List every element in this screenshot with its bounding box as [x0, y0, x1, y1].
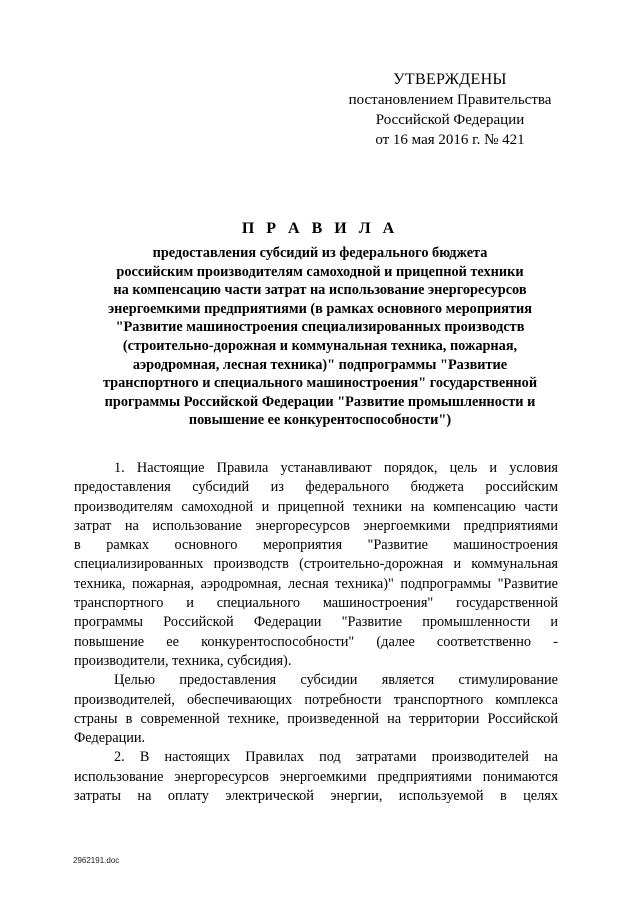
body-line: 1. Настоящие Правила устанавливают порядок, цель и условия [114, 460, 558, 476]
subtitle-line: российским производителям самоходной и прицепной техники [116, 263, 524, 280]
body-line: страны в современной технике, произведенной на территории Российской [74, 710, 558, 727]
document-file-code: 2962191.doc [73, 856, 120, 865]
body-line: производителям самоходной и прицепной техники на компенсацию части [74, 498, 558, 515]
body-line: Федерации. [74, 730, 146, 747]
body-line: Целью предоставления субсидии является стимулирование [114, 672, 558, 689]
body-line: производители, техника, субсидия). [74, 652, 292, 669]
subtitle-line: аэродромная, лесная техника)" подпрограммы "Развитие [132, 356, 508, 373]
approval-line-2: Российской Федерации [375, 112, 525, 128]
body-line: 2. В настоящих Правилах под затратами производителей на [114, 749, 558, 766]
subtitle-line: энергоемкими предприятиями (в рамках основного мероприятия [107, 300, 532, 317]
subtitle-line: программы Российской Федерации "Развитие промышленности и [104, 393, 536, 410]
document-body [74, 459, 558, 806]
subtitle-line: на компенсацию части затрат на использование энергоресурсов [113, 282, 527, 299]
document-subtitle [60, 244, 580, 430]
body-line: в рамках основного мероприятия "Развитие машиностроения [74, 537, 558, 554]
approval-stamp [340, 70, 560, 150]
body-line: повышение ее конкурентоспособности" (далее соответственно - [74, 633, 558, 650]
body-line: затрат на использование энергоресурсов энергоемкими предприятиями [74, 517, 558, 534]
document-title: П Р А В И Л А [241, 220, 399, 237]
subtitle-line: (строительно-дорожная и коммунальная техника, пожарная, [122, 337, 518, 354]
subtitle-line: "Развитие машиностроения специализированных производств [115, 319, 525, 336]
body-line: техника, пожарная, аэродромная, лесная техника)" подпрограммы "Развитие [74, 575, 558, 592]
subtitle-line: повышение ее конкурентоспособности") [188, 412, 452, 429]
body-line: программы Российской Федерации "Развитие промышленности и [74, 614, 558, 631]
body-line: предоставления субсидий из федерального бюджета российским [74, 479, 558, 496]
subtitle-line: транспортного и специального машиностроения" государственной [102, 375, 538, 392]
body-line: затраты на оплату электрической энергии, используемой в целях [74, 788, 558, 805]
approval-line-3: от 16 мая 2016 г. № 421 [375, 132, 525, 148]
body-line: производителей, обеспечивающих потребности транспортного комплекса [74, 691, 558, 708]
body-line: использование энергоресурсов энергоемкими предприятиями понимаются [74, 768, 558, 785]
subtitle-line: предоставления субсидий из федерального бюджета [152, 245, 488, 261]
body-line: специализированных производств (строительно-дорожная и коммунальная [74, 556, 558, 573]
approval-line-1: постановлением Правительства [348, 92, 552, 108]
approval-title: УТВЕРЖДЕНЫ [393, 71, 507, 88]
body-line: транспортного и специального машиностроения" государственной [74, 595, 558, 612]
